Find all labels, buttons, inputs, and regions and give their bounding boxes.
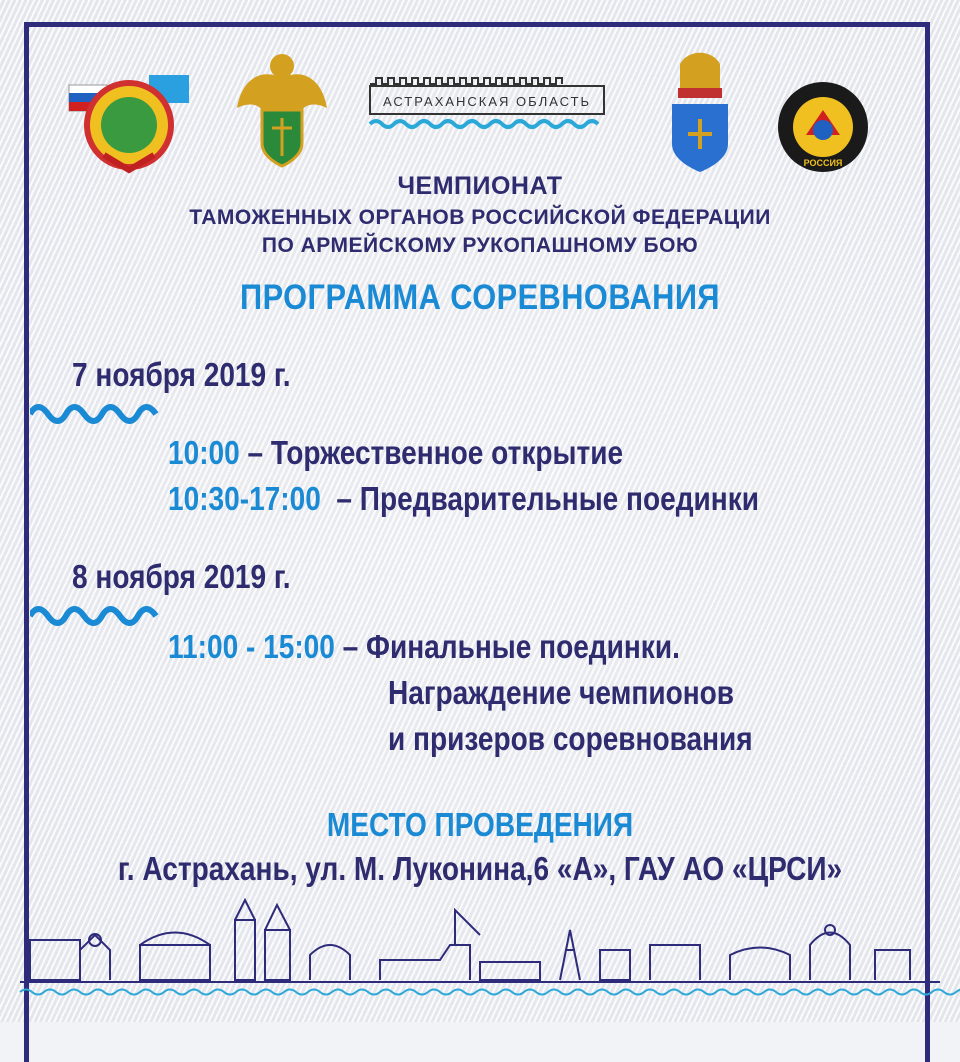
- day1-date: 7 ноября 2019 г.: [72, 356, 291, 393]
- day2-date: 8 ноября 2019 г.: [72, 558, 291, 595]
- day2-time: 11:00 - 15:00: [168, 628, 335, 665]
- program-title: ПРОГРАММА СОРЕВНОВАНИЯ: [239, 278, 720, 317]
- day2-text-line-3: и призеров соревнования: [388, 720, 753, 757]
- day1-item-2-text: – Предварительные поединки: [320, 480, 760, 517]
- day2-wave-icon: [30, 598, 170, 626]
- cup-logo: [64, 60, 194, 180]
- day2-text-line-2: Награждение чемпионов: [388, 674, 735, 711]
- day1-item-2-time: 10:30-17:00: [168, 480, 321, 517]
- astrakhan-coat-of-arms: [668, 44, 732, 176]
- army-combat-federation-logo: [776, 80, 870, 174]
- venue-heading: МЕСТО ПРОВЕДЕНИЯ: [326, 806, 634, 843]
- federation-logo-country: РОССИЯ: [803, 158, 843, 168]
- day1-item-1-time: 10:00: [168, 434, 240, 471]
- title-line-2: ТАМОЖЕННЫХ ОРГАНОВ РОССИЙСКОЙ ФЕДЕРАЦИИ: [189, 206, 771, 229]
- day1-item-1: [168, 434, 623, 472]
- logo-bar: [0, 40, 960, 180]
- day1-item-2: [168, 480, 759, 518]
- day1-item-1-text: – Торжественное открытие: [239, 434, 624, 471]
- customs-eagle-emblem: [232, 48, 332, 176]
- day2-item-1: [168, 628, 680, 666]
- city-skyline-illustration: [0, 890, 960, 1022]
- day2-text-line-1: – Финальные поединки.: [342, 628, 680, 665]
- region-logo-text: АСТРАХАНСКАЯ ОБЛАСТЬ: [382, 94, 592, 109]
- title-line-3: ПО АРМЕЙСКОМУ РУКОПАШНОМУ БОЮ: [261, 234, 699, 257]
- day1-wave-icon: [30, 396, 170, 424]
- astrakhan-region-logo: [368, 74, 608, 136]
- title-line-1: ЧЕМПИОНАТ: [397, 172, 563, 200]
- venue-address: г. Астрахань, ул. М. Луконина,6 «А», ГАУ АО «ЦРСИ»: [117, 850, 843, 887]
